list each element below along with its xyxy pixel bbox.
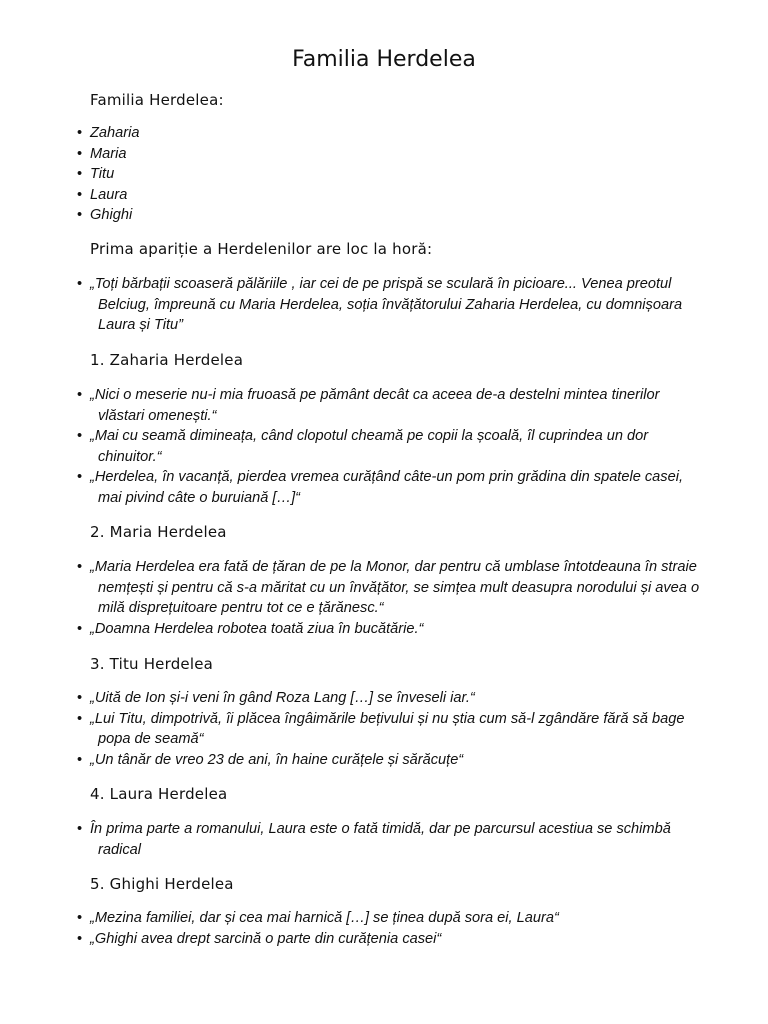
section-heading-zaharia: 1. Zaharia Herdelea (90, 351, 244, 369)
first-appearance-quotes (0, 274, 700, 336)
list-item: • „Herdelea, în vacanță, pierdea vremea curățând câte-un pom prin grădina din spatele casei, mai pivind câte o buruiană […]“ (0, 467, 700, 508)
list-item: • „Uită de Ion și-i veni în gând Roza Lang […] se înveseli iar.“ (0, 688, 700, 709)
list-item: • „Ghighi avea drept sarcină o parte din curățenia casei“ (0, 929, 700, 950)
list-item: • „Un tânăr de vreo 23 de ani, în haine curățele și sărăcuțe“ (0, 750, 700, 771)
titu-quotes (0, 688, 700, 770)
maria-quotes (0, 557, 700, 639)
list-item: • „Toți bărbații scoaseră pălăriile , iar cei de pe prispă se sculară în picioare... Venea preotul Belciug, împreună cu Maria Herdelea, soția învățătorului Zaharia Herdelea, cu domnișoara Laura și Titu” (0, 274, 700, 336)
list-item: • „Doamna Herdelea robotea toată ziua în bucătărie.“ (0, 619, 700, 640)
list-item: • Ghighi (0, 205, 700, 226)
section-heading-laura: 4. Laura Herdelea (90, 785, 228, 803)
laura-quotes (0, 819, 700, 860)
document-title: Familia Herdelea (292, 47, 476, 72)
ghighi-quotes (0, 908, 700, 949)
list-item: • În prima parte a romanului, Laura este o fată timidă, dar pe parcursul acestiua se schimbă radical (0, 819, 700, 860)
list-item: • Titu (0, 164, 700, 185)
list-item: • „Nici o meserie nu-i mia fruoasă pe pământ decât ca aceea de-a destelni mintea tinerilor vlăstari omenești.“ (0, 385, 700, 426)
section-heading-ghighi: 5. Ghighi Herdelea (90, 875, 234, 893)
family-heading: Familia Herdelea: (90, 91, 224, 109)
list-item: • Maria (0, 144, 700, 165)
list-item: • „Maria Herdelea era fată de țăran de pe la Monor, dar pentru că umblase întotdeauna în straie nemțești și pentru că s-a măritat cu un învățător, se simțea mult deasupra norodului și avea o milă disprețuitoare pentru tot ce e țărănesc.“ (0, 557, 700, 619)
list-item: • Zaharia (0, 123, 700, 144)
list-item: • „Lui Titu, dimpotrivă, îi plăcea îngâimările bețivului și nu știa cum să-l zgândăre fără să bage popa de seamă“ (0, 709, 700, 750)
zaharia-quotes (0, 385, 700, 509)
section-heading-titu: 3. Titu Herdelea (90, 655, 214, 673)
section-heading-maria: 2. Maria Herdelea (90, 523, 227, 541)
list-item: • „Mai cu seamă dimineața, când clopotul cheamă pe copii la școală, îl cuprindea un dor chinuitor.“ (0, 426, 700, 467)
family-members-list (0, 123, 700, 226)
first-appearance-heading: Prima apariție a Herdelenilor are loc la horă: (90, 240, 433, 258)
list-item: • „Mezina familiei, dar și cea mai harnică […] se ținea după sora ei, Laura“ (0, 908, 700, 929)
list-item: • Laura (0, 185, 700, 206)
